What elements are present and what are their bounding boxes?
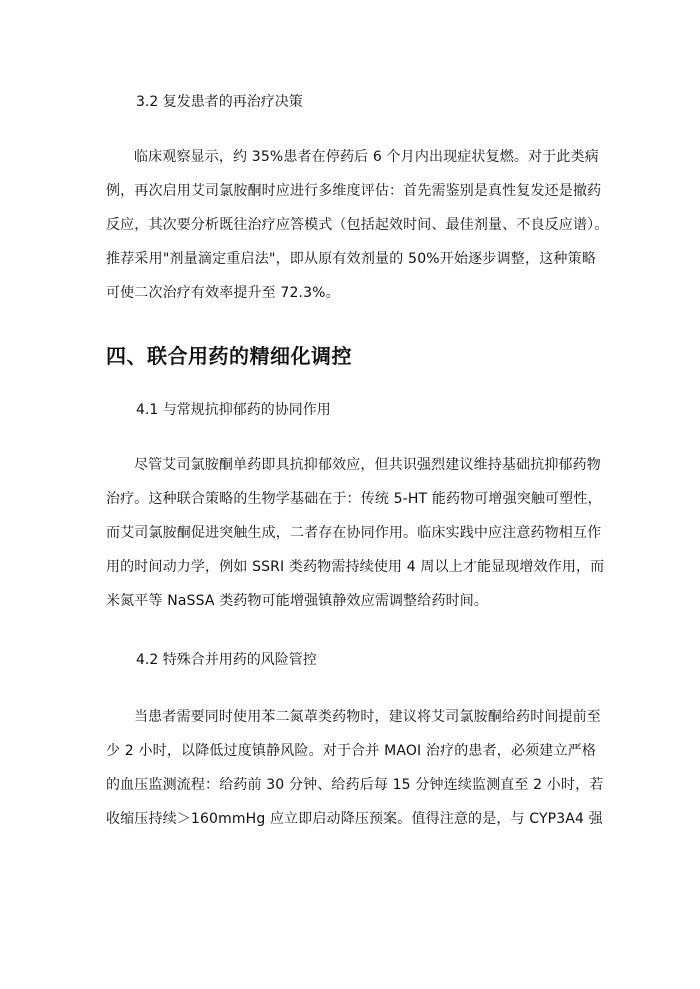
section-4-title: 四、联合用药的精细化调控: [106, 344, 352, 368]
paragraph-line: 例，再次启用艾司氯胺酮时应进行多维度评估：首先需鉴别是真性复发还是撤药: [106, 183, 602, 199]
paragraph-line: 米氮平等 NaSSA 类药物可能增强镇静效应需调整给药时间。: [106, 593, 489, 609]
paragraph-line: 尽管艾司氯胺酮单药即具抗抑郁效应，但共识强烈建议维持基础抗抑郁药物: [134, 457, 601, 473]
paragraph-line: 用的时间动力学，例如 SSRI 类药物需持续使用 4 周以上才能显现增效作用，而: [106, 559, 605, 575]
section-4-2-paragraph: [106, 700, 604, 836]
paragraph-line: 反应，其次要分析既往治疗应答模式（包括起效时间、最佳剂量、不良反应谱）。: [106, 217, 609, 233]
paragraph-line: 治疗。这种联合策略的生物学基础在于：传统 5-HT 能药物可增强突触可塑性，: [106, 491, 602, 507]
paragraph-line: 可使二次治疗有效率提升至 72.3%。: [106, 285, 340, 301]
paragraph-line: 的血压监测流程：给药前 30 分钟、给药后每 15 分钟连续监测直至 2 小时，若: [106, 777, 604, 793]
paragraph-line: 收缩压持续＞160mmHg 应立即启动降压预案。值得注意的是，与 CYP3A4 强: [106, 811, 603, 827]
paragraph-line: 推荐采用"剂量滴定重启法"，即从原有效剂量的 50%开始逐步调整，这种策略: [106, 251, 596, 267]
paragraph-line: 而艾司氯胺酮促进突触生成，二者存在协同作用。临床实践中应注意药物相互作: [106, 525, 602, 541]
paragraph-line: 临床观察显示，约 35%患者在停药后 6 个月内出现症状复燃。对于此类病: [134, 149, 599, 165]
section-4-2-title: 4.2 特殊合并用药的风险管控: [136, 652, 317, 668]
section-4-1-title: 4.1 与常规抗抑郁药的协同作用: [136, 402, 331, 418]
paragraph-line: 少 2 小时，以降低过度镇静风险。对于合并 MAOI 治疗的患者，必须建立严格: [106, 743, 596, 759]
paragraph-line: 当患者需要同时使用苯二氮䓬类药物时，建议将艾司氯胺酮给药时间提前至: [134, 709, 601, 725]
section-4-1-paragraph: [106, 448, 605, 618]
section-3-2-paragraph: [106, 140, 609, 310]
section-3-2-title: 3.2 复发患者的再治疗决策: [136, 94, 303, 110]
